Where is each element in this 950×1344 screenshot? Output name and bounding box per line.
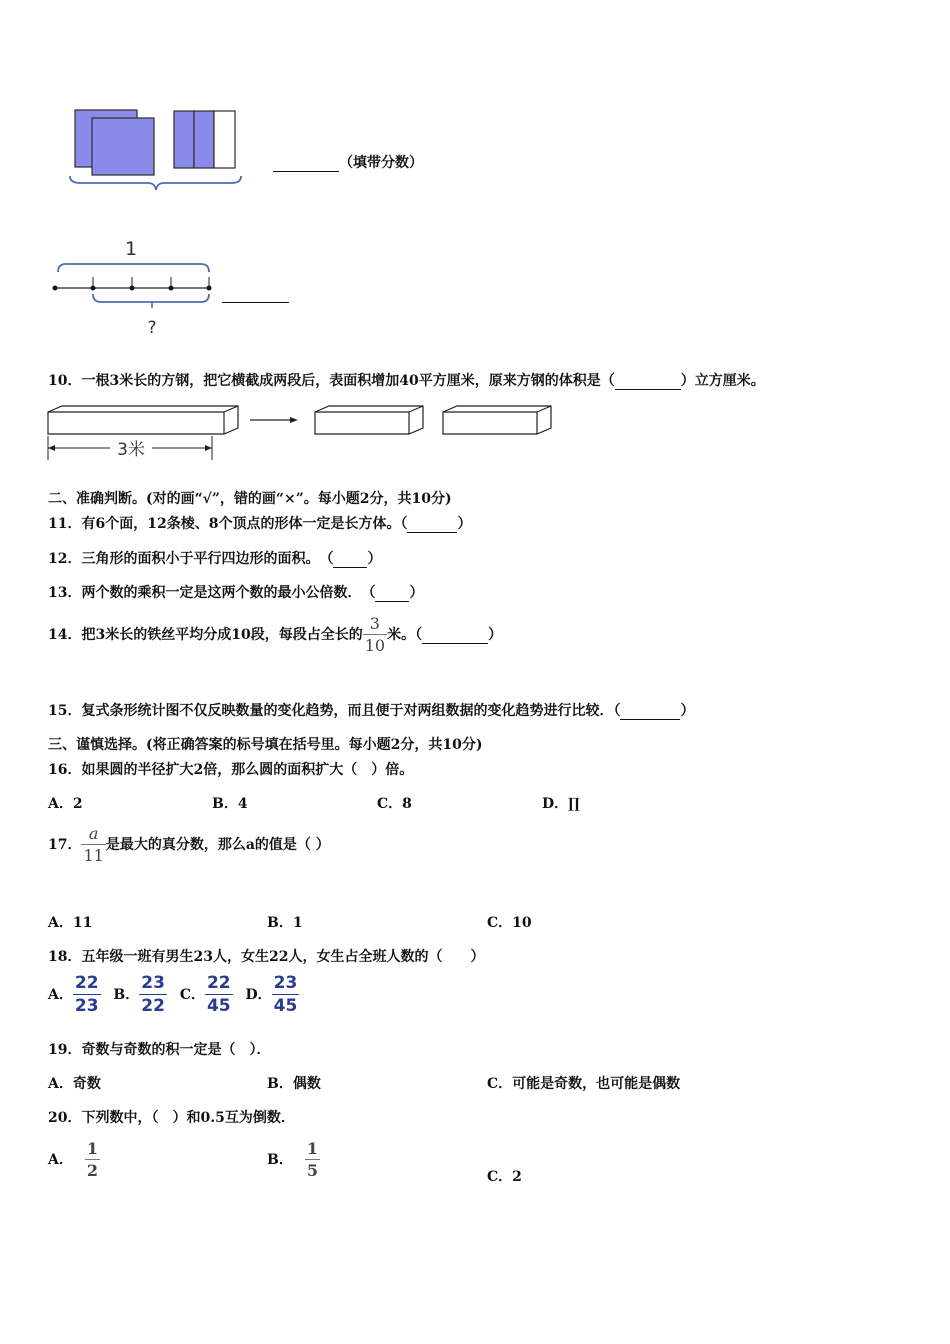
q18-option-b[interactable]: B． $\frac{23}{22}$ (113, 973, 165, 1016)
question-20: 20．下列数中，（ ）和0.5互为倒数． (48, 1110, 295, 1126)
q16-option-d[interactable]: D．∏ (542, 796, 580, 812)
answer-blank[interactable] (222, 286, 289, 303)
number-line-answer[interactable] (222, 286, 289, 303)
strip-part-1 (174, 111, 194, 168)
question-11: 11．有6个面，12条棱、8个顶点的形体一定是长方体。（ ） (48, 516, 472, 532)
answer-blank[interactable] (333, 551, 367, 568)
answer-blank[interactable] (422, 627, 488, 644)
fraction-answer-line[interactable] (273, 152, 423, 172)
q18-option-c[interactable]: C． $\frac{22}{45}$ (179, 973, 231, 1016)
bar-piece-2 (443, 406, 551, 434)
answer-blank[interactable] (407, 516, 457, 533)
strip-part-3 (214, 111, 235, 168)
q17-option-c[interactable]: C．10 (487, 915, 532, 931)
q19-option-c[interactable]: C．可能是奇数，也可能是偶数 (487, 1076, 681, 1092)
fraction-hint: （填带分数） (339, 155, 423, 171)
answer-blank[interactable] (375, 585, 409, 602)
q20-option-c[interactable]: C．2 (487, 1169, 522, 1185)
q19-option-b[interactable]: B．偶数 (267, 1076, 321, 1092)
q16-option-a[interactable]: A．2 (48, 796, 83, 812)
question-number: 10． (48, 373, 82, 389)
answer-blank[interactable] (273, 155, 339, 172)
bottom-brace (70, 176, 241, 190)
strip-part-2 (194, 111, 214, 168)
q20-option-b[interactable]: B． $\frac{1}{5}$ (267, 1139, 318, 1180)
bar-length-label: 3米 (117, 440, 145, 460)
square-front (92, 118, 154, 175)
section-3-title: 三、谨慎选择。(将正确答案的标号填在括号里。每小题2分，共10分) (48, 737, 483, 753)
long-bar (48, 406, 238, 434)
question-13: 13．两个数的乘积一定是这两个数的最小公倍数． （ ） (48, 585, 424, 601)
q18-option-d[interactable]: D． $\frac{23}{45}$ (245, 973, 298, 1016)
fraction-3-10: $\frac{3}{10}$ (364, 614, 386, 655)
bar-piece-1 (315, 406, 423, 434)
q18-option-a[interactable]: A． $\frac{22}{23}$ (48, 973, 99, 1016)
steel-bar-figure (40, 398, 560, 468)
fraction-squares-figure (60, 100, 260, 200)
fraction-a-11: $\frac{a}{11}$ (83, 824, 104, 865)
question-12: 12．三角形的面积小于平行四边形的面积。 （ ） (48, 551, 382, 567)
question-10: 10．一根3米长的方钢，把它横截成两段后，表面积增加40平方厘米，原来方钢的体积是（ ）立方厘米。 (48, 373, 765, 389)
question-14: 14．把3米长的铁丝平均分成10段，每段占全长的 $\frac{3}{10}$ 米。（ ） (48, 614, 503, 655)
answer-blank[interactable] (620, 703, 680, 720)
bottom-brace-question (93, 294, 209, 302)
tick-point-0 (53, 286, 58, 291)
q17-option-b[interactable]: B．1 (267, 915, 303, 931)
number-line-bottom-label: ? (147, 318, 157, 338)
q20-option-a[interactable]: A． $\frac{1}{2}$ (48, 1139, 99, 1180)
question-17: 17． $\frac{a}{11}$ 是最大的真分数，那么a的值是（ ） (48, 824, 330, 865)
answer-blank[interactable] (615, 373, 681, 390)
q16-option-b[interactable]: B．4 (212, 796, 248, 812)
question-15: 15．复式条形统计图不仅反映数量的变化趋势，而且便于对两组数据的变化趋势进行比较．（ ） (48, 703, 695, 719)
question-19: 19．奇数与奇数的积一定是（ ）． (48, 1042, 271, 1058)
q18-options (48, 975, 299, 1015)
section-2-title: 二、准确判断。(对的画“√”，错的画“×”。每小题2分，共10分) (48, 491, 452, 507)
question-18: 18．五年级一班有男生23人，女生22人，女生占全班人数的（ ） (48, 949, 485, 965)
question-16: 16．如果圆的半径扩大2倍，那么圆的面积扩大（ ）倍。 (48, 762, 414, 778)
q17-option-a[interactable]: A．11 (48, 915, 93, 931)
q16-option-c[interactable]: C．8 (377, 796, 412, 812)
top-brace (58, 264, 209, 272)
q19-option-a[interactable]: A．奇数 (48, 1076, 101, 1092)
number-line-top-label: 1 (124, 238, 138, 260)
